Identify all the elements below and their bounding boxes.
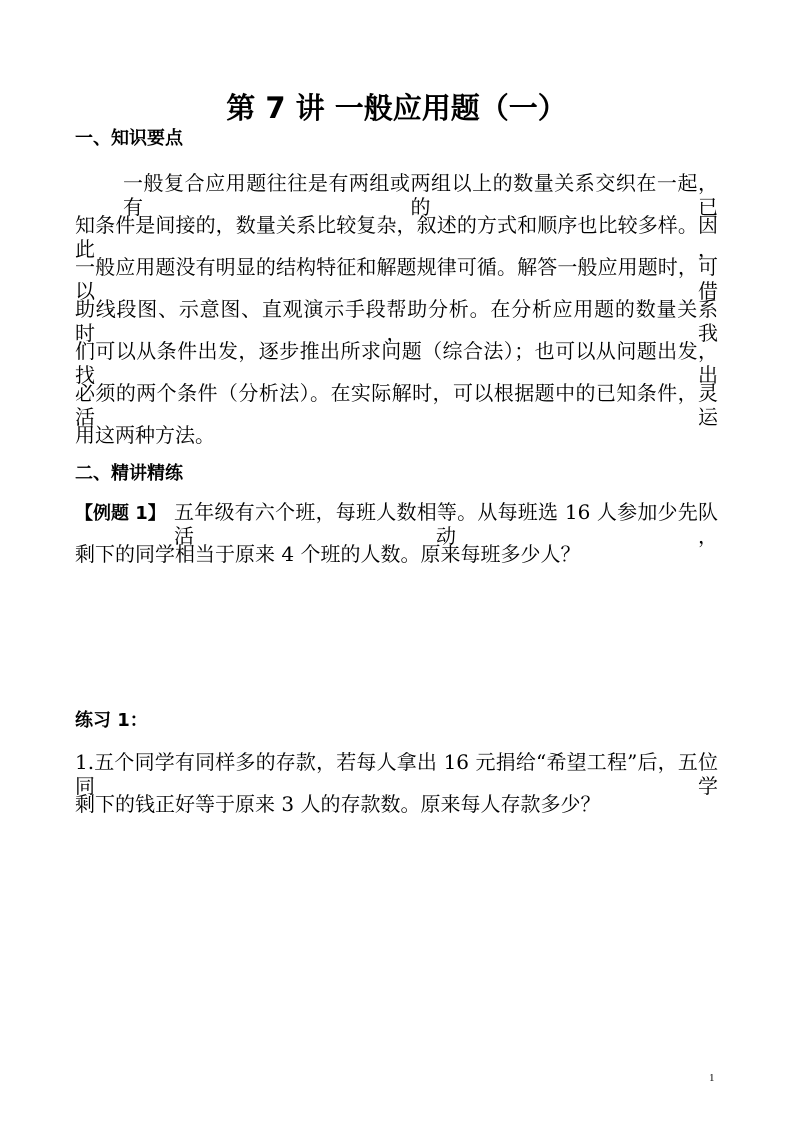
section-heading-knowledge: 一、知识要点 xyxy=(75,128,183,149)
paragraph-line: 必须的两个条件（分析法）。在实际解时，可以根据题中的已知条件，灵活运 xyxy=(75,381,718,429)
page-title: 第 7 讲 一般应用题（一） xyxy=(226,91,567,125)
paragraph-line: 一般应用题没有明显的结构特征和解题规律可循。解答一般应用题时，可以借 xyxy=(75,255,718,303)
paragraph-line: 一般复合应用题往往是有两组或两组以上的数量关系交织在一起，有的已 xyxy=(123,171,718,219)
paragraph-line: 们可以从条件出发，逐步推出所求问题（综合法）；也可以从问题出发，找出 xyxy=(75,339,718,387)
practice-line: 剩下的钱正好等于原来 3 人的存款数。原来每人存款多少？ xyxy=(75,792,601,816)
paragraph-line: 知条件是间接的，数量关系比较复杂，叙述的方式和顺序也比较多样。因此， xyxy=(75,213,718,261)
page-number: 1 xyxy=(709,1072,715,1084)
section-heading-practice: 二、精讲精练 xyxy=(75,463,183,484)
practice-heading: 练习 1： xyxy=(75,710,148,731)
paragraph-line: 用这两种方法。 xyxy=(75,423,215,447)
example-line: 剩下的同学相当于原来 4 个班的人数。原来每班多少人？ xyxy=(75,542,581,566)
example-label xyxy=(75,500,175,526)
practice-line: 1.五个同学有同样多的存款，若每人拿出 16 元捐给“希望工程”后，五位同学 xyxy=(75,750,718,798)
example-label-text: 【例题 1】 xyxy=(75,503,166,524)
paragraph-line: 助线段图、示意图、直观演示手段帮助分析。在分析应用题的数量关系时，我 xyxy=(75,297,718,345)
example-line: 五年级有六个班，每班人数相等。从每班选 16 人参加少先队活动， xyxy=(174,500,718,548)
